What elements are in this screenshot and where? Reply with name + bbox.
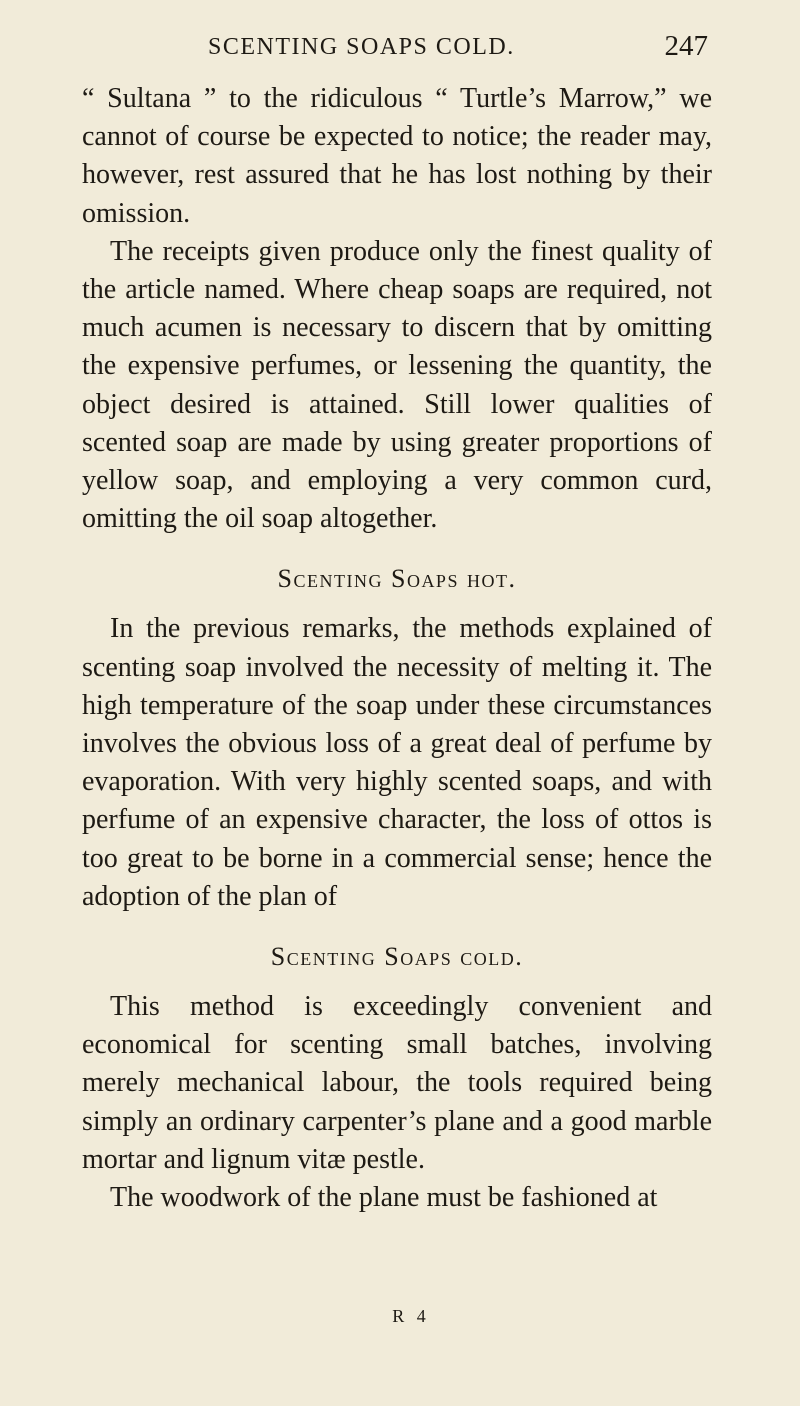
body-text <box>82 80 712 1217</box>
page-number: 247 <box>664 30 708 62</box>
paragraph-cold-method: This method is exceedingly convenient and economical for scenting small batches, involving merely mechanical labour, the tools required being simply an ordinary carpenter’s plane and a good marble mortar and lignum vitæ pestle. <box>82 991 712 1175</box>
paragraph-hot-method: In the previous remarks, the methods explained of scenting soap involved the necessity of melting it. The high temperature of the soap under these circumstances involves the obvious loss of a great deal of perfume by evaporation. With very highly scented soaps, and with perfume of an expensive character, the loss of ottos is too great to be borne in a commercial sense; hence the adoption of the plan of <box>82 613 712 912</box>
running-title: SCENTING SOAPS COLD. <box>208 34 515 60</box>
signature-mark: R 4 <box>392 1306 430 1326</box>
paragraph-receipts: The receipts given produce only the finest quality of the article named. Where cheap soaps are required, not much acumen is necessary to discern that by omitting the expensive perfumes, or lessening the quantity, the object desired is attained. Still lower qualities of scented soap are made by using greater proportions of yellow soap, and employing a very common curd, omitting the oil soap altogether. <box>82 235 712 535</box>
paragraph-plane: The woodwork of the plane must be fashioned at <box>110 1182 658 1214</box>
paragraph-continuation: “ Sultana ” to the ridiculous “ Turtle’s Marrow,” we cannot of course be expected to notice; the reader may, however, rest assured that he has lost nothing by their omission. <box>82 83 712 229</box>
running-head <box>0 28 800 68</box>
section-heading-cold: Scenting Soaps cold. <box>270 942 524 972</box>
section-heading-hot: Scenting Soaps hot. <box>277 564 517 594</box>
